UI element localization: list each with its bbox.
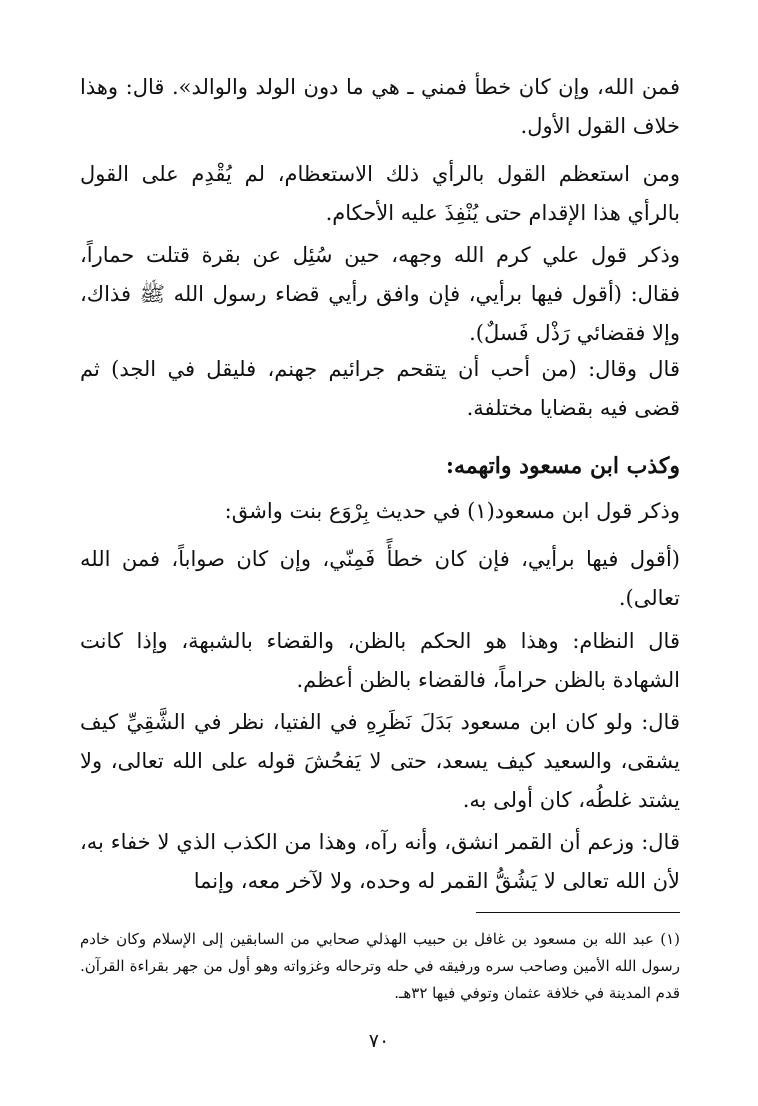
footnote: (١) عبد الله بن مسعود بن غافل بن حبيب الهذلي صحابي من السابقين إلى الإسلام وكان خادم رسول الله الأمين وصاحب سره ورفيقه في حله وترحاله وغزواته وهو أول من جهر بقراءة القرآن. قدم المدينة في خلافة عثمان وتوفي فيها ٣٢هـ. bbox=[80, 930, 680, 1002]
section-heading: وكذب ابن مسعود واتهمه: bbox=[445, 453, 680, 479]
paragraph-opinion: ومن استعظم القول بالرأي ذلك الاستعظام، لم يُقْدِم على القول بالرأي هذا الإقدام حتى يُنْفِذَ عليه الأحكام. bbox=[80, 162, 680, 225]
paragraph-ibn-masud-intro: وذكر قول ابن مسعود(١) في حديث بِرْوَع بنت واشق: bbox=[224, 499, 680, 523]
paragraph-moon: قال: وزعم أن القمر انشق، وأنه رآه، وهذا من الكذب الذي لا خفاء به، لأن الله تعالى لا يَشُقُّ القمر له وحده، ولا لآخر معه، وإنما bbox=[80, 830, 680, 893]
paragraph-jadd: قال وقال: (من أحب أن يتقحم جرائيم جهنم، فليقل في الجد) ثم قضى فيه بقضايا مختلفة. bbox=[80, 357, 680, 420]
paragraph-ali-quote: وذكر قول علي كرم الله وجهه، حين سُئِل عن بقرة قتلت حماراً، فقال: (أقول فيها برأيي، فإن وافق رأيي قضاء رسول الله ﷺ فذاك، وإلا فقضائي رَذْل فَسلٌ). bbox=[80, 243, 680, 345]
paragraph-fatwa: قال: ولو كان ابن مسعود بَدَلَ نَظَرِهِ في الفتيا، نظر في الشَّقِيِّ كيف يشقى، والسعيد كيف يسعد، حتى لا يَفحُشَ قوله على الله تعالى، ولا يشتد غلطُه، كان أولى به. bbox=[80, 710, 680, 812]
paragraph-ibn-masud-quote: (أقول فيها برأيي، فإن كان خطأً فَمِنّي، وإن كان صواباً، فمن الله تعالى). bbox=[80, 547, 680, 610]
footnote-divider bbox=[476, 912, 680, 913]
paragraph-continuation: فمن الله، وإن كان خطأ فمني ـ هي ما دون الولد والوالد». قال: وهذا خلاف القول الأول. bbox=[80, 75, 680, 138]
page-number: ٧٠ bbox=[368, 1030, 390, 1052]
paragraph-nazzam: قال النظام: وهذا هو الحكم بالظن، والقضاء بالشبهة، وإذا كانت الشهادة بالظن حراماً، فالقضاء بالظن أعظم. bbox=[80, 629, 680, 692]
